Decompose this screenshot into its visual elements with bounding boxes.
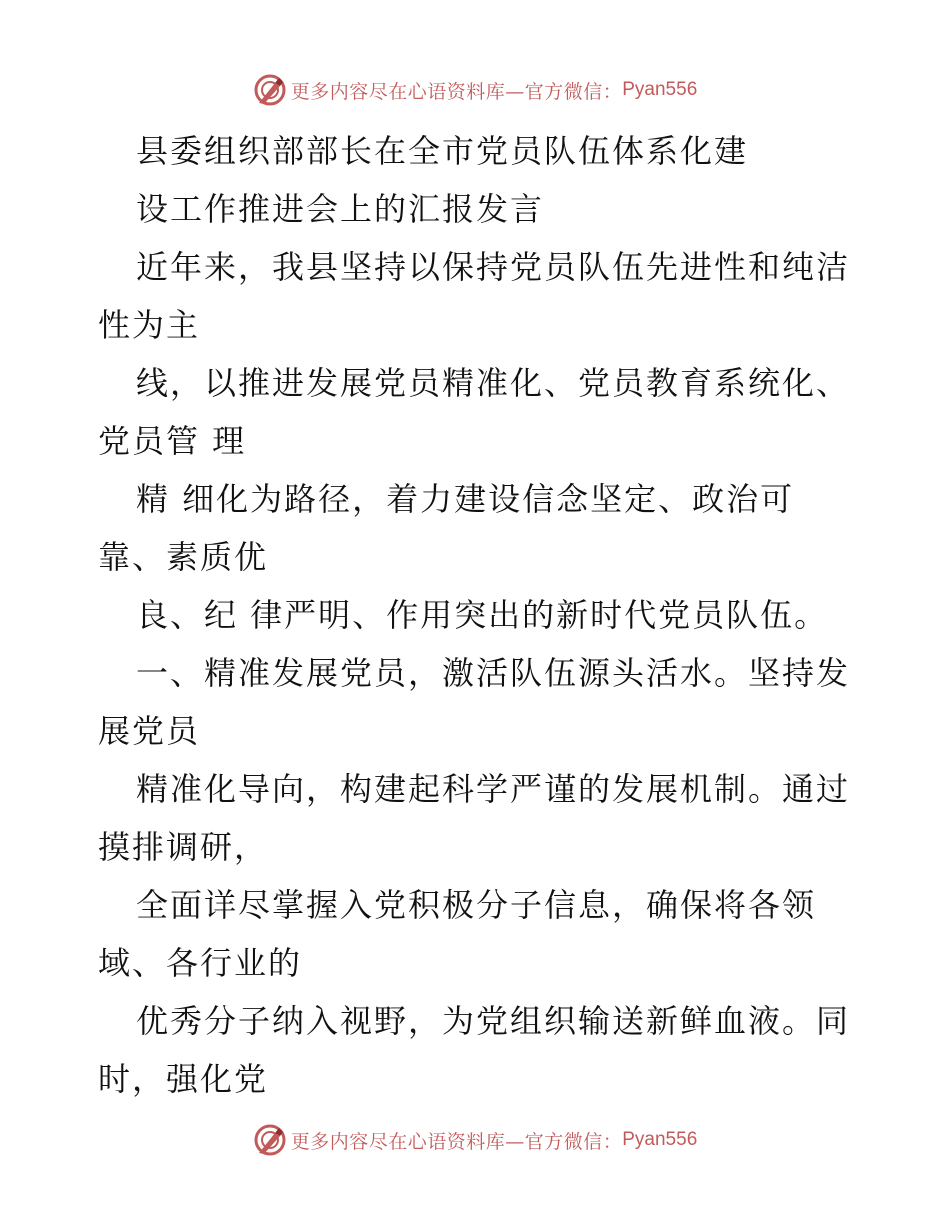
banner-text: 更多内容尽在心语资料库—官方微信： — [290, 80, 623, 103]
document-body — [98, 122, 878, 1108]
paragraph-line: 域、各行业的 — [98, 944, 303, 982]
paragraph-line: 线，以推进发展党员精准化、党员教育系统化、 — [136, 364, 851, 402]
wechat-handle: Pyan556 — [622, 79, 698, 100]
section-heading-line: 一、精准发展党员，激活队伍源头活水。坚持发 — [136, 654, 851, 692]
paragraph-line: 摸排调研， — [98, 828, 269, 866]
banner-text: 更多内容尽在心语资料库—官方微信： — [290, 1130, 623, 1153]
paragraph-line: 精 细化为路径，着力建设信念坚定、政治可 — [136, 480, 795, 518]
paragraph-line: 全面详尽掌握入党积极分子信息，确保将各领 — [136, 886, 817, 924]
pen-logo-icon — [253, 1123, 287, 1157]
paragraph-line: 近年来，我县坚持以保持党员队伍先进性和纯洁 — [136, 248, 851, 286]
paragraph-line: 靠、素质优 — [98, 538, 269, 576]
pen-logo-icon — [253, 73, 287, 107]
footer-banner — [0, 1120, 950, 1160]
title-line-2: 设工作推进会上的汇报发言 — [136, 190, 545, 228]
paragraph-line: 时，强化党 — [98, 1060, 269, 1098]
paragraph-line: 性为主 — [98, 306, 201, 344]
paragraph-line: 优秀分子纳入视野，为党组织输送新鲜血液。同 — [136, 1002, 851, 1040]
paragraph-line: 良、纪 律严明、作用突出的新时代党员队伍。 — [136, 596, 829, 634]
wechat-handle: Pyan556 — [622, 1129, 698, 1150]
paragraph-line: 展党员 — [98, 712, 201, 750]
paragraph-line: 党员管 理 — [98, 422, 247, 460]
paragraph-line: 精准化导向，构建起科学严谨的发展机制。通过 — [136, 770, 851, 808]
header-banner — [0, 70, 950, 110]
title-line-1: 县委组织部部长在全市党员队伍体系化建 — [136, 132, 749, 170]
